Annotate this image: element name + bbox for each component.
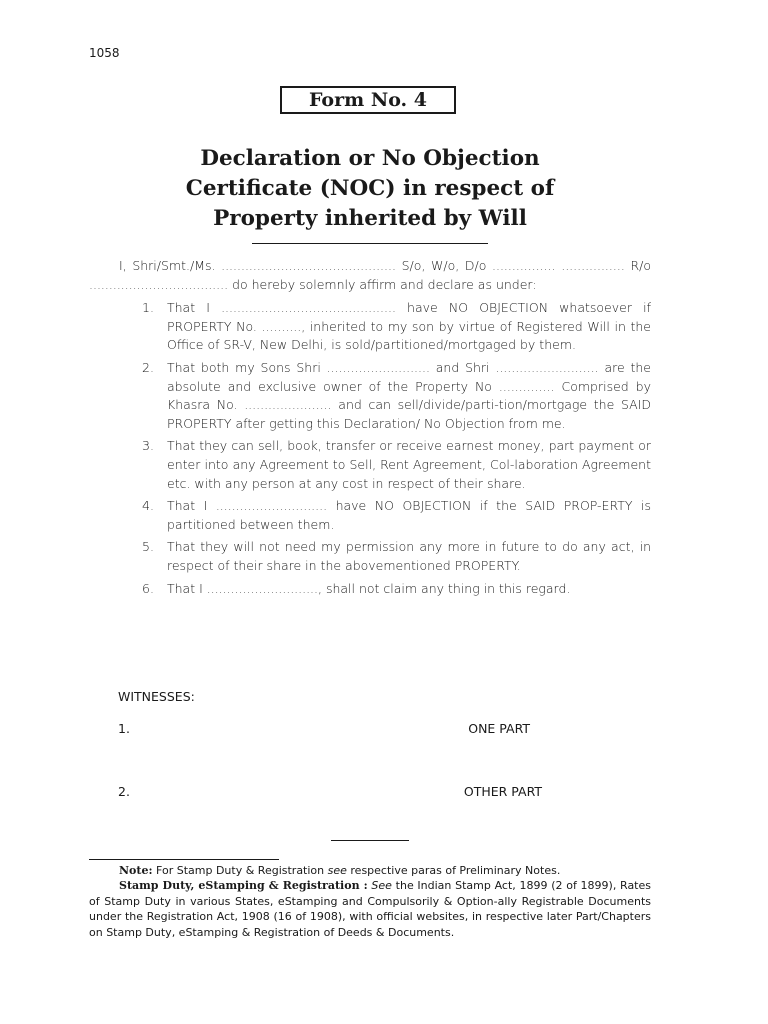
- clause-item: [89, 437, 651, 493]
- footnote-stamp-duty: [89, 878, 651, 940]
- note-text: For Stamp Duty & Registration: [152, 864, 328, 877]
- title-underline: [252, 243, 488, 244]
- clause-text: That I ............................, shall not claim any thing in this regard.: [167, 580, 571, 596]
- clause-number: 3.: [142, 438, 154, 454]
- clause-item: [89, 299, 651, 355]
- stamp-duty-text: the Indian Stamp Act, 1899 (2 of 1899), Rates of Stamp Duty in various States, eStamping and Compulsorily & Option-ally Registrable Documents under the Registration Act, 1908 (16 of 1908), with official websites, in respective later Part/Chapters on Stamp Duty, eStamping & Registration of Deeds & Documents.: [89, 879, 651, 939]
- title-line-3: Property inherited by Will: [213, 206, 527, 231]
- stamp-duty-label: Stamp Duty, eStamping & Registration :: [119, 879, 368, 893]
- document-title: [140, 144, 600, 234]
- clause-item: [89, 497, 651, 534]
- form-number-box: Form No. 4: [280, 86, 456, 114]
- clause-number: 4.: [142, 498, 154, 514]
- clause-text: That they will not need my permission any more in future to do any act, in respect of their share in the abovementioned PROPERTY.: [167, 539, 651, 573]
- clause-item: [89, 538, 651, 575]
- note-italic: see: [327, 864, 347, 877]
- clause-text: That they can sell, book, transfer or receive earnest money, part payment or enter into any Agreement to Sell, Rent Agreement, Col-laboration Agreement etc. with any person at any cost in respect of their share.: [167, 438, 651, 491]
- clause-item: [89, 359, 651, 433]
- party-label: OTHER PART: [463, 784, 542, 799]
- footnote-divider: [89, 859, 279, 860]
- clause-number: 2.: [142, 359, 154, 375]
- witness-number: 2.: [118, 784, 130, 799]
- footnote-note: [89, 863, 651, 878]
- witnesses-heading: WITNESSES:: [118, 689, 195, 704]
- title-line-1: Declaration or No Objection: [200, 146, 540, 171]
- note-label: Note:: [119, 864, 153, 877]
- page-number: 1058: [89, 46, 120, 60]
- end-divider: [331, 840, 409, 841]
- clause-text: That both my Sons Shri .......................... and Shri .......................... are the absolute and exclusive owner of the Property No .............. Comprised by Khasra No. ...................... and can sell/divide/parti-tion/mortgage the SAID PROPERTY after getting this Declaration/ No Objection from me.: [167, 359, 651, 431]
- clause-list: [89, 299, 651, 598]
- clause-text: That I ............................ have NO OBJECTION if the SAID PROP-ERTY is partitioned between them.: [167, 498, 651, 532]
- witness-row: [118, 721, 598, 736]
- witness-row: [118, 784, 598, 799]
- clause-number: 6.: [142, 580, 154, 596]
- stamp-italic: See: [367, 879, 392, 893]
- note-text-end: respective paras of Preliminary Notes.: [346, 864, 561, 877]
- clause-item: [89, 580, 651, 599]
- clause-text: That I ............................................ have NO OBJECTION whatsoever if PROPERTY No. .........., inherited to my son by virtue of Registered Will in the Office of SR-V, New Delhi, is sold/partitioned/mortgaged by them.: [167, 300, 651, 353]
- clause-number: 1.: [142, 300, 154, 316]
- clause-number: 5.: [142, 539, 154, 555]
- footnotes: [89, 863, 651, 940]
- party-label: ONE PART: [468, 721, 530, 736]
- declaration-body: [89, 257, 651, 602]
- title-line-2: Certificate (NOC) in respect of: [185, 176, 555, 201]
- witness-number: 1.: [118, 721, 130, 736]
- intro-paragraph: I, Shri/Smt./Ms. ............................................ S/o, W/o, D/o ................ ................ R/o ................................... do hereby solemnly affirm and declare as under:: [89, 258, 651, 292]
